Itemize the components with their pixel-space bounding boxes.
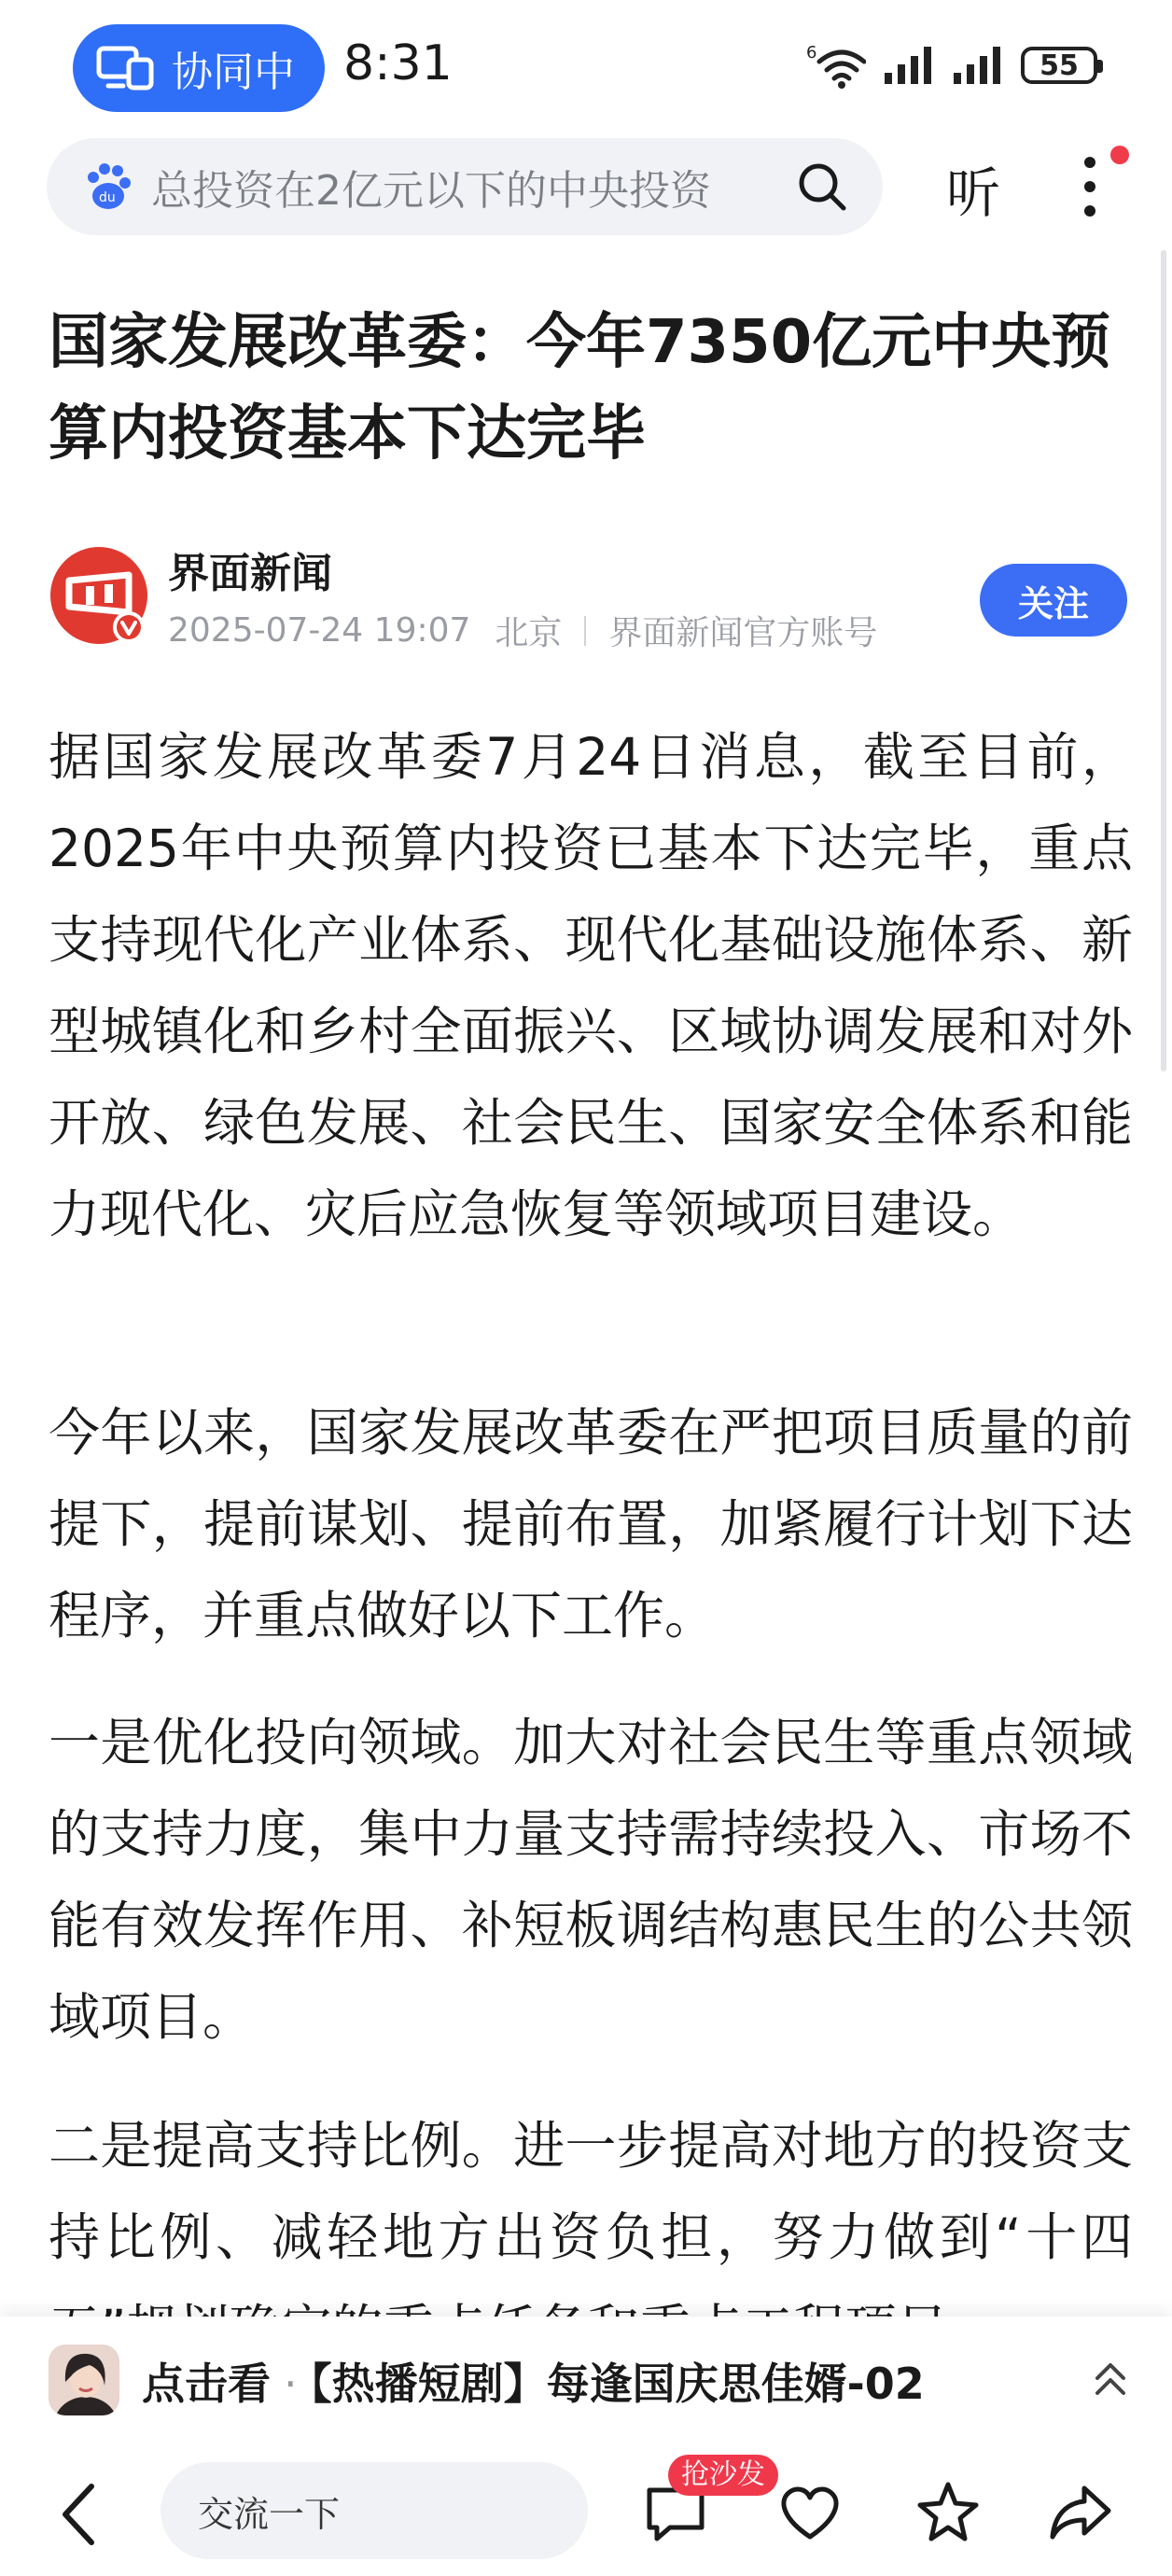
collaboration-pill[interactable] bbox=[73, 24, 325, 112]
sofa-badge: 抢沙发 bbox=[668, 2455, 778, 2496]
article-paragraph: 据国家发展改革委7月24日消息，截至目前，2025年中央预算内投资已基本下达完毕，重点支持现代化产业体系、现代化基础设施体系、新型城镇化和乡村全面振兴、区域协调发展和对外开放、绿色发展、社会民生、国家安全体系和能力现代化、灾后应急恢复等领域项目建设。 bbox=[49, 727, 1133, 1244]
star-icon[interactable] bbox=[911, 2475, 985, 2550]
search-query[interactable]: 总投资在2亿元以下的中央投资 bbox=[151, 167, 711, 215]
recommendation-text[interactable] bbox=[142, 2350, 925, 2412]
clock: 8:31 bbox=[343, 35, 453, 91]
article-title: 国家发展改革委：今年7350亿元中央预算内投资基本下达完毕 bbox=[49, 308, 1111, 469]
author-name[interactable]: 界面新闻 bbox=[168, 550, 332, 597]
collaboration-label: 协同中 bbox=[172, 49, 295, 96]
follow-button[interactable]: 关注 bbox=[980, 564, 1127, 637]
signal-icon bbox=[952, 45, 1004, 86]
drama-thumbnail[interactable] bbox=[49, 2345, 119, 2415]
article-paragraph: 今年以来，国家发展改革委在严把项目质量的前提下，提前谋划、提前布置，加紧履行计划下达程序，并重点做好以下工作。 bbox=[49, 1403, 1133, 1645]
svg-text:du: du bbox=[99, 190, 116, 205]
more-vertical-icon[interactable] bbox=[1071, 149, 1109, 224]
account-type: 界面新闻官方账号 bbox=[608, 614, 878, 652]
wifi-icon bbox=[806, 41, 866, 90]
publish-location: 北京 bbox=[495, 614, 563, 652]
share-icon[interactable] bbox=[1043, 2475, 1118, 2550]
article-paragraph: 一是优化投向领域。加大对社会民生等重点领域的支持力度，集中力量支持需持续投入、市场不能有效发挥作用、补短板调结构惠民生的公共领域项目。 bbox=[49, 1713, 1133, 2047]
recommendation-bar[interactable] bbox=[0, 2317, 1172, 2436]
recommendation-prefix: 点击看 bbox=[142, 2359, 271, 2409]
devices-icon bbox=[95, 45, 155, 91]
bottom-toolbar bbox=[0, 2436, 1172, 2576]
recommendation-separator: · bbox=[284, 2359, 298, 2409]
search-bar[interactable] bbox=[47, 138, 883, 235]
baidu-paw-icon bbox=[80, 161, 133, 213]
signal-icon bbox=[883, 45, 935, 86]
back-arrow-icon[interactable] bbox=[54, 2479, 106, 2550]
comment-input[interactable]: 交流一下 bbox=[160, 2462, 588, 2559]
recommendation-title: 【热播短剧】每逢国庆思佳婿-02 bbox=[310, 2359, 925, 2409]
meta-divider bbox=[584, 616, 586, 646]
chevron-up-double-icon[interactable] bbox=[1090, 2354, 1131, 2406]
status-bar bbox=[0, 0, 1172, 131]
search-icon[interactable] bbox=[795, 160, 849, 214]
status-icons bbox=[806, 37, 1097, 93]
svg-text:6: 6 bbox=[806, 43, 817, 63]
heart-icon[interactable] bbox=[773, 2475, 847, 2550]
battery-indicator: 55 bbox=[1021, 47, 1097, 84]
article-paragraph: 二是提高支持比例。进一步提高对地方的投资支持比例、减轻地方出资负担，努力做到“十四 bbox=[49, 2116, 1133, 2267]
article-meta bbox=[168, 607, 877, 654]
publish-date: 2025-07-24 19:07 bbox=[168, 611, 471, 650]
listen-button[interactable]: 听 bbox=[946, 161, 1001, 225]
author-avatar[interactable] bbox=[49, 545, 149, 646]
scrollbar[interactable] bbox=[1161, 250, 1166, 1071]
notification-dot bbox=[1110, 146, 1129, 164]
